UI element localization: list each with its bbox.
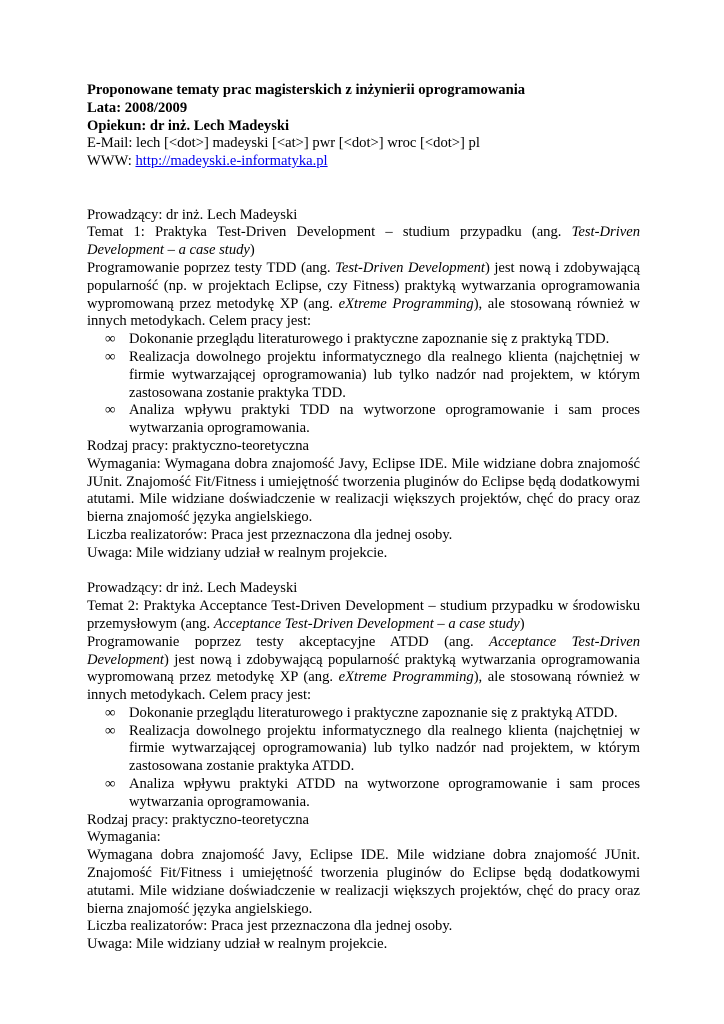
topic2-work-type: Rodzaj pracy: praktyczno-teoretyczna [87,811,310,828]
topic1-requirements: Wymagania: Wymagana dobra znajomość Javy, Eclipse IDE. Mile widziane dobra znajomość JUnit. Znajomość Fit/Fitness i umiejętność tworzenia pluginów do Eclipse będą dodatkowymi atutami. Mile widziane doświadczenie w realizacji większych projektów, chęć do pracy oraz bierna znajomość języka angielskiego. [87,455,640,526]
list-item: ∞ Dokonanie przeglądu literaturowego i praktyczne zapoznanie się z praktyką TDD. [105,331,610,348]
infinity-bullet-icon: ∞ [105,402,116,419]
topic2-team: Liczba realizatorów: Praca jest przeznaczona dla jednej osoby. [87,918,453,935]
topic2-goals-list [87,705,640,812]
infinity-bullet-icon: ∞ [105,722,116,739]
list-item: ∞ Realizacja dowolnego projektu informatycznego dla realnego klienta (najchętniej w firmie wytwarzającej oprogramowania) lub tylko nadzór nad projektem, w którym zastosowana zostanie praktyka ATDD. [105,722,640,775]
list-item: ∞ Analiza wpływu praktyki TDD na wytworzone oprogramowanie i sam proces wytwarzania oprogramowania. [105,402,640,437]
www-label: WWW: [87,153,136,170]
topic2-requirements: Wymagana dobra znajomość Javy, Eclipse IDE. Mile widziane dobra znajomość JUnit. Znajomość Fit/Fitness i umiejętność tworzenia pluginów do Eclipse będą dodatkowymi atutami. Mile widziane doświadczenie w realizacji większych projektów, chęć do pracy oraz bierna znajomość języka angielskiego. [87,847,640,917]
spacer [87,171,640,207]
topic-2 [87,580,640,954]
infinity-bullet-icon: ∞ [105,331,116,348]
topic1-title-line2: Development – a case study) [87,242,255,259]
document-page [87,82,640,954]
list-item: ∞ Realizacja dowolnego projektu informatycznego dla realnego klienta (najchętniej w firmie wytwarzającej oprogramowania) lub tylko nadzór nad projektem, w którym zastosowana zostanie praktyka TDD. [105,348,640,401]
topic2-intro: Programowanie poprzez testy akceptacyjne ATDD (ang. Acceptance Test-Driven Development) jest nową i zdobywającą popularność praktyką wytwarzania oprogramowania wypromowaną przez metodykę XP (ang. eXtreme Programming), ale stosowaną również w innych metodykach. Celem pracy jest: [87,633,641,704]
topic1-team: Liczba realizatorów: Praca jest przeznaczona dla jednej osoby. [87,526,453,543]
list-item: ∞ Analiza wpływu praktyki ATDD na wytworzone oprogramowanie i sam proces wytwarzania oprogramowania. [105,776,640,810]
topic1-work-type: Rodzaj pracy: praktyczno-teoretyczna [87,437,310,454]
topic1-intro: Programowanie poprzez testy TDD (ang. Test-Driven Development) jest nową i zdobywającą popularność (np. w projektach Eclipse, czy Fitness) praktyką wytwarzania oprogramowania wypromowaną przez metodykę XP (ang. eXtreme Programming), ale stosowaną również w innych metodykach. Celem pracy jest: [87,259,641,330]
topic2-lead: Prowadzący: dr inż. Lech Madeyski [87,580,298,597]
infinity-bullet-icon: ∞ [105,776,116,793]
doc-email: E-Mail: lech [<dot>] madeyski [<at>] pwr [<dot>] wroc [<dot>] pl [87,135,480,152]
spacer [87,563,640,581]
topic2-requirements-label: Wymagania: [87,829,161,846]
topic1-goals-list [87,331,640,438]
doc-supervisor: Opiekun: dr inż. Lech Madeyski [87,117,290,134]
infinity-bullet-icon: ∞ [105,704,116,721]
topic1-title-line1: Temat 1: Praktyka Test-Driven Development – studium przypadku (ang. Test-Driven [87,224,640,241]
doc-www [87,153,640,171]
doc-years: Lata: 2008/2009 [87,99,188,116]
topic2-note: Uwaga: Mile widziany udział w realnym projekcie. [87,936,388,953]
topic1-note: Uwaga: Mile widziany udział w realnym projekcie. [87,544,388,561]
website-link[interactable]: http://madeyski.e-informatyka.pl [135,153,328,170]
list-item: ∞ Dokonanie przeglądu literaturowego i praktyczne zapoznanie się z praktyką ATDD. [105,704,618,721]
topic1-lead: Prowadzący: dr inż. Lech Madeyski [87,206,298,223]
topic2-title: Temat 2: Praktyka Acceptance Test-Driven Development – studium przypadku w środowisku przemysłowym (ang. Acceptance Test-Driven Development – a case study) [87,598,640,632]
topic-1 [87,207,640,563]
infinity-bullet-icon: ∞ [105,348,116,365]
doc-title: Proponowane tematy prac magisterskich z inżynierii oprogramowania [87,82,526,98]
